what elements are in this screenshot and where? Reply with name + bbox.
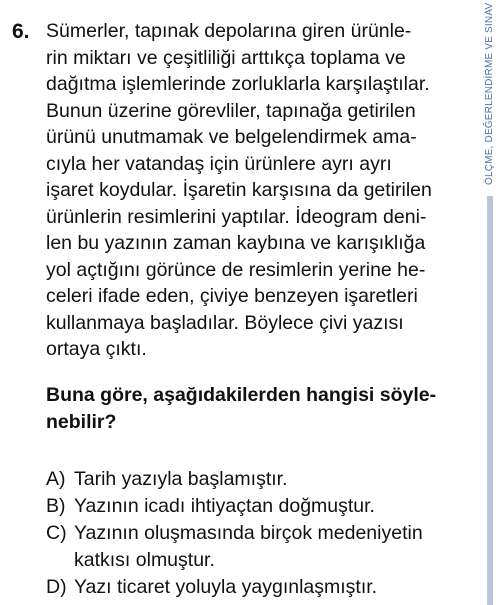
option-line: Tarih yazıyla başlamıştır. [74,468,288,490]
passage-line: ortaya çıktı. [46,338,147,360]
passage-line: Sümerler, tapınak depolarına giren ürünle- [46,20,412,42]
passage-line: ürünlerin resimlerini yaptılar. İdeogram deni- [46,205,427,228]
option-c[interactable] [46,520,476,574]
passage [46,18,466,363]
option-letter: B) [46,495,66,517]
option-text [74,493,476,520]
side-label-text: ÖLÇME, DEĞERLENDİRME VE SINAV [484,2,495,185]
option-letter: D) [46,576,67,598]
option-d[interactable] [46,574,476,601]
option-line: Yazının icadı ihtiyaçtan doğmuştur. [74,495,375,517]
option-text [74,520,476,574]
passage-line: kullanmaya başladılar. Böylece çivi yazısı [46,311,404,334]
question-number: 6. [12,20,30,43]
passage-line: ürünü unutmamak ve belgelendirmek ama- [46,126,417,148]
passage-line: yol açtığını görünce de resimlerin yerine he- [46,258,426,281]
passage-line: len bu yazının zaman kaybına ve karışıklığa [46,232,426,254]
option-letter: C) [46,522,67,544]
side-label [481,0,501,190]
passage-line: dağıtma işlemlerinde zorluklarla karşılaştılar. [46,73,430,95]
answer-options [46,466,476,601]
passage-line: Bunun üzerine görevliler, tapınağa getirilen [46,99,416,122]
passage-line: cıyla her vatandaş için ürünlere ayrı ayrı [46,152,392,175]
prompt-line: Buna göre, aşağıdakilerden hangisi söyle- [46,384,437,406]
option-text [74,574,476,601]
option-letter: A) [46,468,66,490]
option-line: Yazının oluşmasında birçok medeniyetin [74,522,423,544]
option-a[interactable] [46,466,476,493]
option-text [74,466,476,493]
side-divider-bar [487,196,493,605]
question-prompt [46,382,476,436]
option-line: katkısı olmuştur. [74,549,215,571]
option-line: Yazı ticaret yoluyla yaygınlaşmıştır. [74,576,378,598]
passage-line: celeri ifade eden, çiviye benzeyen işaretleri [46,285,418,307]
prompt-line: nebilir? [46,411,117,433]
option-b[interactable] [46,493,476,520]
passage-line: işaret koydular. İşaretin karşısına da getirilen [46,179,432,201]
passage-line: rin miktarı ve çeşitliliği arttıkça toplama ve [46,46,406,69]
